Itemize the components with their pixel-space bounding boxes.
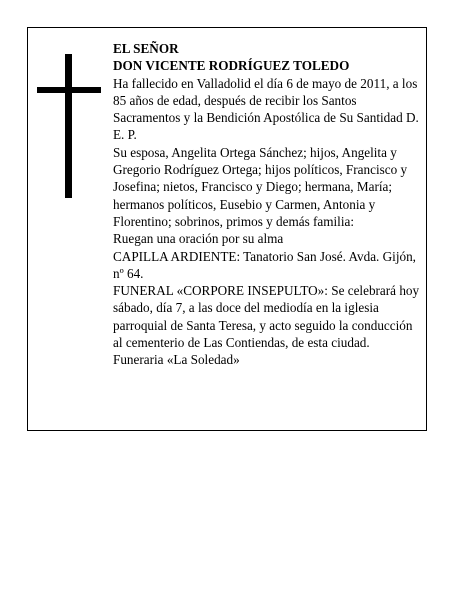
cross-vertical-bar <box>65 54 72 198</box>
prayer-request: Ruegan una oración por su alma <box>113 231 284 247</box>
family-members: Su esposa, Angelita Ortega Sánchez; hijos, Angelita y Gregorio Rodríguez Ortega; hijos políticos, Francisco y Josefina; nietos, Francisco y Diego; hermana, María; hermanos políticos, Eusebio y Carmen, Antonia y Florentino; sobrinos, primos y demás familia: <box>113 144 408 229</box>
obituary-title: EL SEÑOR <box>113 41 179 56</box>
obituary-text <box>113 40 425 369</box>
cross-horizontal-bar <box>37 87 101 93</box>
chapel-info: CAPILLA ARDIENTE: Tanatorio San José. Avda. Gijón, nº 64. <box>113 248 416 281</box>
cross-icon <box>37 54 101 198</box>
death-announcement: Ha fallecido en Valladolid el día 6 de mayo de 2011, a los 85 años de edad, después de recibir los Santos Sacramentos y la Bendición Apostólica de Su Santidad D. E. P. <box>113 75 419 143</box>
funeral-info: FUNERAL «CORPORE INSEPULTO»: Se celebrará hoy sábado, día 7, a las doce del mediodía en la iglesia parroquial de Santa Teresa, y acto seguido la conducción al cementerio de Las Contiendas, de esta ciudad. <box>113 283 420 351</box>
deceased-name: DON VICENTE RODRÍGUEZ TOLEDO <box>113 58 350 74</box>
funeral-home: Funeraria «La Soledad» <box>113 352 240 368</box>
